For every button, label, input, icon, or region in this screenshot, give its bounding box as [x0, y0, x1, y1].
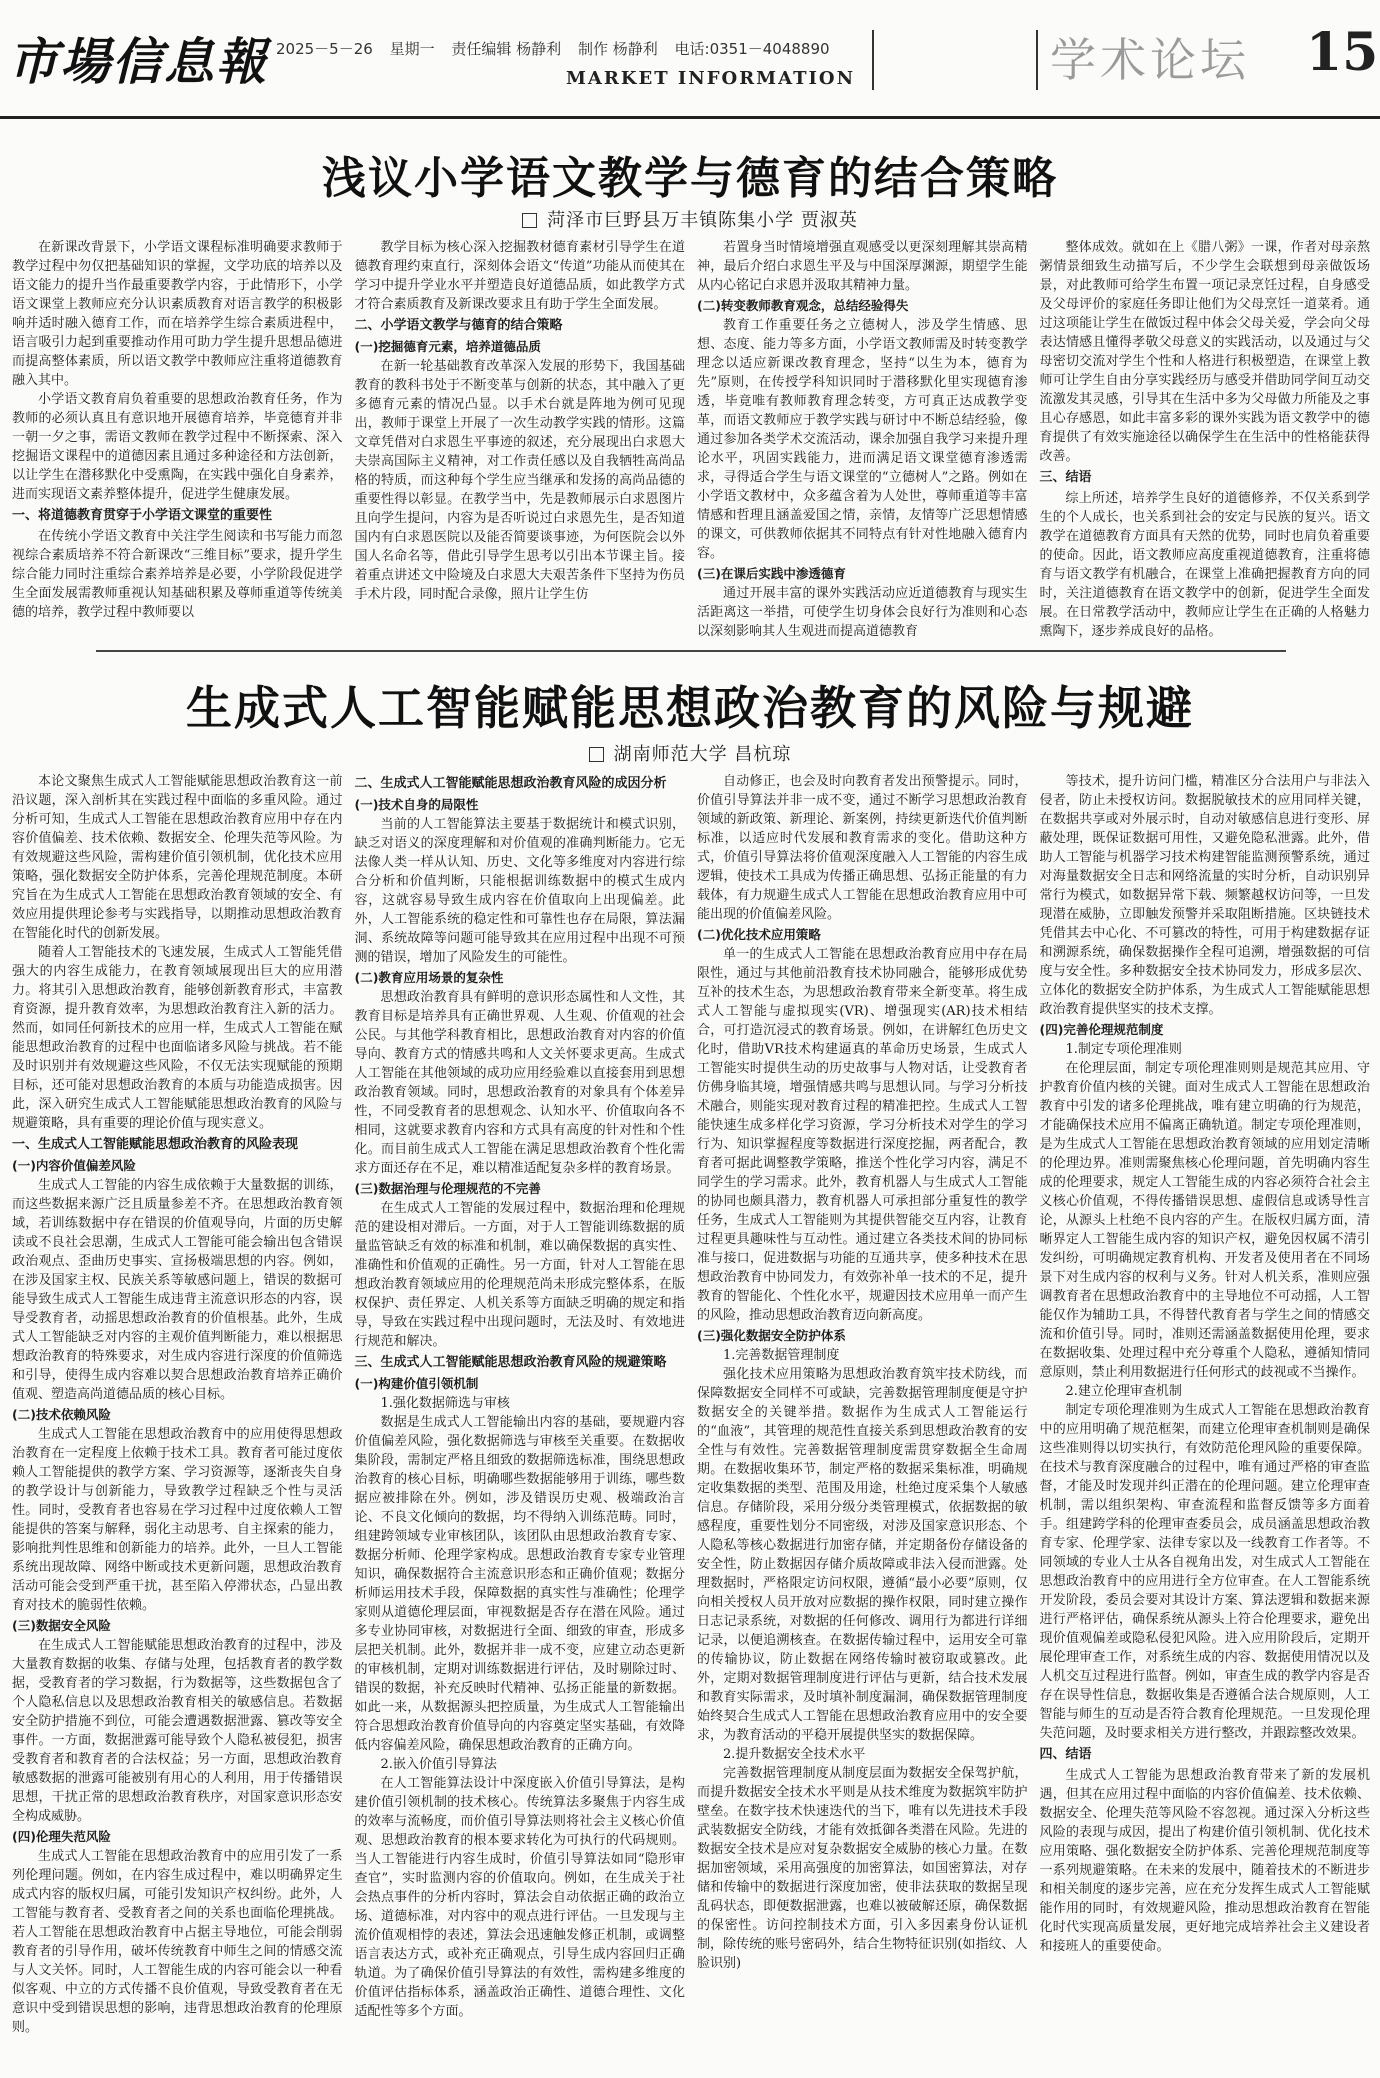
paragraph: 通过开展丰富的课外实践活动应近道德教育与现实生活距离这一举措，可使学生切身体会良好行为准则和心态以深刻影响其人生观进而提高道德教育	[697, 586, 1028, 639]
paragraph: 2.建立伦理审查机制	[1065, 1384, 1182, 1399]
issue-date: 2025－5－26	[276, 40, 373, 58]
paragraph: 当前的人工智能算法主要基于数据统计和模式识别，缺乏对语义的深度理解和对价值观的准确判断能力。它无法像人类一样从认知、历史、文化等多维度对内容进行综合分析和价值判断，只能根据训练数据中的模式生成内容，这就容易导致生成内容在价值取向上出现偏差。此外，人工智能系统的稳定性和可靠性也存在局限，算法漏洞、系统故障等问题可能导致其在应用过程中出现不可预测的错误，增加了风险发生的可能性。	[354, 817, 685, 965]
masthead	[0, 0, 1380, 120]
section-title: 学术论坛	[1050, 33, 1250, 87]
subsection-heading: (二)转变教师教育观念，总结经验得失	[697, 298, 909, 313]
subsection-heading: (二)优化技术应用策略	[697, 927, 821, 942]
article2-column	[691, 772, 1034, 2068]
paragraph: 在伦理层面，制定专项伦理准则则是规范其应用、守护教育价值内核的关键。面对生成式人工智能在思想政治教育中引发的诸多伦理挑战，唯有建立明确的行为规范，才能确保技术应用不偏离正确轨道。制定专项伦理准则，是为生成式人工智能在思想政治教育领域的应用划定清晰的伦理边界。准则需聚焦核心伦理问题，首先明确内容生成的伦理要求，规定人工智能生成的内容必须符合社会主义核心价值观，不得传播错误思想、虚假信息或诱导性言论，从源头上杜绝不良内容的产生。在版权归属方面，清晰界定人工智能生成内容的知识产权，避免因权属不清引发纠纷，可明确规定教育机构、开发者及使用者在不同场景下对生成内容的权利与义务。针对人机关系，准则应强调教育者在思想政治教育中的主导地位不可动摇，人工智能仅作为辅助工具，不得替代教育者与学生之间的情感交流和价值引导。同时，准则还需涵盖数据使用伦理，要求在数据收集、处理过程中充分尊重个人隐私，遵循知情同意原则，禁止利用数据进行任何形式的歧视或不当操作。	[1039, 1061, 1370, 1380]
paragraph: 数据是生成式人工智能输出内容的基础，要规避内容价值偏差风险，强化数据筛选与审核至关重要。在数据收集阶段，需制定严格且细致的数据筛选标准，围绕思想政治教育的核心目标，明确哪些数据能够用于训练，哪些数据应被排除在外。例如，涉及错误历史观、极端政治言论、不良文化倾向的数据，均不得纳入训练范畴。同时，组建跨领域专业审核团队，该团队由思想政治教育专家、数据分析师、伦理学家构成。思想政治教育专家专业管理知识，确保数据符合主流意识形态和正确价值观；数据分析师运用技术手段，保障数据的真实性与准确性；伦理学家则从道德伦理层面，审视数据是否存在潜在风险。通过多专业协同审核，对数据进行全面、细致的审查，形成多层把关机制。此外，数据并非一成不变，应建立动态更新的审核机制，定期对训练数据进行评估，及时剔除过时、错误的数据，补充反映时代精神、弘扬正能量的新数据。如此一来，从数据源头把控质量，为生成式人工智能输出符合思想政治教育价值导向的内容奠定坚实基础，有效降低内容偏差风险，确保思想政治教育的正确方向。	[354, 1415, 685, 1753]
section-heading: 三、结语	[1039, 470, 1092, 485]
subsection-heading: (一)挖掘德育元素，培养道德品质	[354, 339, 541, 354]
paragraph: 整体成效。就如在上《腊八粥》一课，作者对母亲熬粥情景细致生动描写后，不少学生会联想到母亲做饭场景，对此教师可给学生布置一项记录烹饪过程，自身感受及父母评价的家庭任务即让他们为父母烹饪一道菜肴。通过这项能让学生在做饭过程中体会父母关爱，学会向父母表达情感且懂得孝敬父母意义的实践活动，以及通过与父母密切交流对学生个性和人格进行积极塑造，在课堂上教师可让学生自由分享实践经历与感受并借助同学间互动交流激发其灵感，引导其在生活中多为父母做力所能及之事且心存感恩，如此丰富多彩的课外实践为语文教学中的德育提供了有效实施途径以确保学生在生活中的性格能获得改善。	[1039, 240, 1370, 464]
paragraph: 完善数据管理制度从制度层面为数据安全保驾护航，而提升数据安全技术水平则是从技术维度为数据筑牢防护壁垒。在数字技术快速迭代的当下，唯有以先进技术手段武装数据安全防线，才能有效抵御各类潜在风险。先进的数据安全技术是应对复杂数据安全威胁的核心力量。在数据加密领域，采用高强度的加密算法，如国密算法，对存储和传输中的数据进行深度加密，使非法获取的数据呈现乱码状态，即便数据泄露，也难以被破解还原，确保数据的保密性。访问控制技术方面，引入多因素身份认证机制，除传统的账号密码外，结合生物特征识别(如指纹、人脸识别)	[697, 1766, 1028, 1971]
paragraph: 教学目标为核心深入挖掘教材德育素材引导学生在道德教育理约束直行，深刻体会语文“传道”功能从而使其在学习中提升学业水平并塑造良好道德品质，如此教学方式才符合素质教育及新课改要求且有助于学生全面发展。	[354, 240, 685, 312]
subsection-heading: (三)数据治理与伦理规范的不完善	[354, 1181, 541, 1196]
article2-body	[6, 772, 1376, 2068]
article1-headline: 浅议小学语文教学与德育的结合策略	[322, 153, 1058, 204]
article2-column	[349, 772, 692, 2068]
paragraph: 教育工作重要任务之立德树人，涉及学生情感、思想、态度、能力等多方面，小学语文教师需及时转变教学理念以适应新课改教育理念，坚持“以生为本，德育为先”原则，在传授学科知识同时于潜移默化里实现德育渗透，毕竟唯有教师教育理念转变，方可真正达成教学变革，而语文教师应于教学实践与研讨中不断总结经验，像通过参加各类学术交流活动，课余加强自我学习来提升理论水平，巩固实践能力，进而满足语文课堂德育渗透需求，寻得适合学生与语文课堂的“立德树人”之路。例如在小学语文教材中，众多蕴含着为人处世，尊师重道等丰富情感和哲理且涵盖爱国之情，亲情，友情等广泛思想情感的课文，可供教师依据其不同特点有针对性地融入德育内容。	[697, 318, 1028, 561]
issue-phone: 电话:0351－4048890	[674, 40, 830, 58]
article1-column	[691, 238, 1034, 642]
subsection-heading: (三)在课后实践中渗透德育	[697, 566, 846, 581]
article1-column	[349, 238, 692, 642]
issue-editor: 责任编辑 杨静利	[451, 40, 562, 58]
masthead-divider	[1036, 30, 1038, 90]
paragraph: 生成式人工智能为思想政治教育带来了新的发展机遇，但其在应用过程中面临的内容价值偏差、技术依赖、数据安全、伦理失范等风险不容忽视。通过深入分析这些风险的表现与成因，提出了构建价值引领机制、优化技术应用策略、强化数据安全防护体系、完善伦理规范制度等一系列规避策略。在未来的发展中，随着技术的不断进步和相关制度的逐步完善，应在充分发挥生成式人工智能赋能作用的同时，有效规避风险，推动思想政治教育在智能化时代实现高质量发展，更好地完成培养社会主义建设者和接班人的重要使命。	[1039, 1768, 1370, 1954]
article2-author: 湖南师范大学 昌杭琼	[613, 744, 792, 765]
subsection-heading: (四)完善伦理规范制度	[1039, 1022, 1164, 1037]
paragraph: 1.制定专项伦理准则	[1065, 1042, 1182, 1057]
subsection-heading: (二)教育应用场景的复杂性	[354, 970, 504, 985]
subsection-heading: (四)伦理失范风险	[12, 1829, 111, 1844]
article2-byline	[0, 740, 1380, 766]
paragraph: 2.嵌入价值引导算法	[380, 1757, 497, 1772]
section-heading: 一、生成式人工智能赋能思想政治教育的风险表现	[12, 1137, 299, 1152]
paragraph: 强化技术应用策略为思想政治教育筑牢技术防线，而保障数据安全同样不可或缺，完善数据管理制度便是守护数据安全的关键举措。数据作为生成式人工智能运行的“血液”，其管理的规范性直接关系到思想政治教育的安全性与有效性。完善数据管理制度需贯穿数据全生命周期。在数据收集环节，制定严格的数据采集标准，明确规定收集数据的类型、范围及用途，杜绝过度采集个人敏感信息。存储阶段，采用分级分类管理模式，依据数据的敏感程度，重要性划分不同密级，对涉及国家意识形态、个人隐私等核心数据进行加密存储，并定期备份存储设备的安全性，防止数据因存储介质故障或非法入侵而泄露。处理数据时，严格限定访问权限，遵循“最小必要”原则，仅向相关授权人员开放对应数据的操作权限，同时建立操作日志记录系统，对数据的任何修改、调用行为都进行详细记录，以便追溯核查。在数据传输过程中，运用安全可靠的传输协议，防止数据在网络传输时被窃取或篡改。此外，定期对数据管理制度进行评估与更新，结合技术发展和教育实际需求，及时填补制度漏洞，确保数据管理制度始终契合生成式人工智能在思想政治教育应用中的安全要求，为教育活动的平稳开展提供坚实的数据保障。	[697, 1367, 1028, 1743]
paragraph: 在传统小学语文教育中关注学生阅读和书写能力而忽视综合素质培养不符合新课改“三维目标”要求，提升学生综合能力同时注重综合素养培养是必要，小学阶段促进学生全面发展需教师重视认知基础积累及尊师重道等传统美德的培养，教学过程中教师要以	[12, 529, 343, 620]
paragraph: 生成式人工智能在思想政治教育中的应用使得思想政治教育在一定程度上依赖于技术工具。教育者可能过度依赖人工智能提供的教学方案、学习资源等，逐渐丧失自身的教学设计与创新能力，导致教学过程缺乏个性与灵活性。同时，受教育者也容易在学习过程中过度依赖人工智能提供的答案与解释，弱化主动思考、自主探索的能力，影响批判性思维和创新能力的培养。此外，一旦人工智能系统出现故障、网络中断或技术更新问题，思想政治教育活动可能会受到严重干扰，甚至陷入停滞状态，凸显出教育对技术的脆弱性依赖。	[12, 1427, 343, 1613]
article1-column	[6, 238, 349, 642]
paragraph: 综上所述，培养学生良好的道德修养，不仅关系到学生的个人成长，也关系到社会的安定与民族的复兴。语文教学在道德教育方面具有天然的优势，同时也肩负着重要的使命。因此，语文教师应高度重视道德教育，注重将德育与语文教学有机融合，在课堂上准确把握教育方向的同时，关注道德教育在语文教学中的创新，促进学生全面发展。在日常教学活动中，教师应让学生在正确的人格魅力熏陶下，逐步养成良好的品格。	[1039, 491, 1370, 639]
issue-producer: 制作 杨静利	[577, 40, 658, 58]
subsection-heading: (三)强化数据安全防护体系	[697, 1328, 846, 1343]
paragraph: 小学语文教育肩负着重要的思想政治教育任务，作为教师的必须认真且有意识地开展德育培养，毕竟德育并非一朝一夕之事，需语文教师在教学过程中不断探索、深入挖掘语文课程中的道德因素且通过多种途径和方法创新，以让学生在潜移默化中受熏陶，在实践中强化自身素养，进而实现语文素养整体提升，促进学生健康发展。	[12, 392, 343, 502]
paragraph: 2.提升数据安全技术水平	[723, 1747, 866, 1762]
issue-meta	[276, 38, 842, 59]
paragraph: 在生成式人工智能赋能思想政治教育的过程中，涉及大量教育数据的收集、存储与处理，包括教育者的教学数据，受教育者的学习数据，行为数据等，这些数据包含了个人隐私信息以及思想政治教育相关的敏感信息。若数据安全防护措施不到位，可能会遭遇数据泄露、篡改等安全事件。一方面，数据泄露可能导致个人隐私被侵犯，损害受教育者和教育者的合法权益；另一方面，思想政治教育敏感数据的泄露可能被别有用心的人利用，用于传播错误思想，干扰正常的思想政治教育秩序，对国家意识形态安全构成威胁。	[12, 1638, 343, 1824]
paragraph: 在生成式人工智能的发展过程中，数据治理和伦理规范的建设相对滞后。一方面，对于人工智能训练数据的质量监管缺乏有效的标准和机制，难以确保数据的真实性、准确性和价值观的正确性。另一方面，针对人工智能在思想政治教育领域应用的伦理规范尚未形成完整体系，在版权保护、责任界定、人机关系等方面缺乏明确的规定和指导，导致在实践过程中出现问题时，无法及时、有效地进行规范和解决。	[354, 1201, 685, 1349]
masthead-divider	[872, 30, 874, 90]
paragraph: 生成式人工智能的内容生成依赖于大量数据的训练，而这些数据来源广泛且质量参差不齐。在思想政治教育领域，若训练数据中存在错误的价值观导向，片面的历史解读或不良社会思潮，生成式人工智能可能会输出包含错误政治观点、歪曲历史事实、宣扬极端思想的内容。例如，在涉及国家主权、民族关系等敏感问题上，错误的数据可能导致生成式人工智能生成违背主流意识形态的内容，误导受教育者，动摇思想政治教育的价值根基。此外，生成式人工智能缺乏对内容的主观价值判断能力，难以根据思想政治教育的特殊要求，对生成内容进行深度的价值筛选和引导，使得生成内容难以契合思想政治教育培养正确价值观、塑造高尚道德品质的核心目标。	[12, 1178, 343, 1402]
subsection-heading: (一)内容价值偏差风险	[12, 1158, 136, 1173]
page-number: 15	[1306, 22, 1379, 83]
subsection-heading: (一)技术自身的局限性	[354, 797, 479, 812]
byline-box-icon	[589, 747, 604, 762]
byline-box-icon	[522, 213, 537, 228]
article2-column	[6, 772, 349, 2068]
paragraph: 等技术，提升访问门槛，精准区分合法用户与非法入侵者，防止未授权访问。数据脱敏技术的应用同样关键，在数据共享或对外展示时，自动对敏感信息进行变形、屏蔽处理，既保证数据可用性，又避免隐私泄露。此外，借助人工智能与机器学习技术构建智能监测预警系统，通过对海量数据安全日志和网络流量的实时分析，自动识别异常行为模式，如数据异常下载、频繁越权访问等，一旦发现潜在威胁，立即触发预警并采取阻断措施。区块链技术凭借其去中心化、不可篡改的特性，可用于构建数据存证和溯源系统，确保数据操作全程可追溯，增强数据的可信度与安全性。多种数据安全技术协同发力，形成多层次、立体化的数据安全防护体系，为生成式人工智能赋能思想政治教育提供坚实的技术支撑。	[1039, 774, 1370, 1017]
paragraph: 本论文聚焦生成式人工智能赋能思想政治教育这一前沿议题，深入剖析其在实践过程中面临的多重风险。通过分析可知，生成式人工智能在思想政治教育应用中存在内容价值偏差、技术依赖、数据安全、伦理失范等风险。为有效规避这些风险，需构建价值引领机制，优化技术应用策略，强化数据安全防护体系，完善伦理规范制度。本研究旨在为生成式人工智能在思想政治教育领域的安全、有效应用提供理论参考与实践指导，以期推动思想政治教育在智能化时代的创新发展。	[12, 774, 343, 941]
newspaper-english-name: MARKET INFORMATION	[566, 68, 856, 89]
masthead-rule	[0, 116, 1380, 119]
section-heading: 二、生成式人工智能赋能思想政治教育风险的成因分析	[354, 776, 667, 791]
article-divider	[96, 650, 1286, 652]
subsection-heading: (三)数据安全风险	[12, 1618, 111, 1633]
paragraph: 自动修正，也会及时向教育者发出预警提示。同时，价值引导算法并非一成不变，通过不断学习思想政治教育领域的新政策、新理论、新案例，持续更新迭代价值判断标准，以适应时代发展和教育需求的变化。借助这种方式，价值引导算法将价值观深度融入人工智能的内容生成逻辑，使技术工具成为传播正确思想、弘扬正能量的有力载体，有力规避生成式人工智能在思想政治教育应用中可能出现的价值偏差风险。	[697, 774, 1028, 922]
paragraph: 随着人工智能技术的飞速发展，生成式人工智能凭借强大的内容生成能力，在教育领域展现出巨大的应用潜力。将其引入思想政治教育，能够创新教育形式，丰富教育资源，提升教育效率，为思想政治教育注入新的活力。然而，如同任何新技术的应用一样，生成式人工智能在赋能思想政治教育的过程中也面临诸多风险与挑战。若不能及时识别并有效规避这些风险，不仅无法实现赋能的预期目标，还可能对思想政治教育的本质与功能造成损害。因此，深入研究生成式人工智能赋能思想政治教育的风险与规避策略，具有重要的理论价值与现实意义。	[12, 945, 343, 1131]
paragraph: 思想政治教育具有鲜明的意识形态属性和人文性，其教育目标是培养具有正确世界观、人生观、价值观的社会公民。与其他学科教育相比，思想政治教育对内容的价值导向、教育方式的情感共鸣和人文关怀要求更高。生成式人工智能在其他领域的成功应用经验难以直接套用到思想政治教育领域。同时，思想政治教育的对象具有个体差异性，不同受教育者的思想观念、认知水平、价值取向各不相同，这就要求教育内容和方式具有高度的针对性和个性化。而目前生成式人工智能在满足思想政治教育个性化需求方面还存在不足，难以精准适配复杂多样的教育场景。	[354, 990, 685, 1176]
paragraph: 生成式人工智能在思想政治教育中的应用引发了一系列伦理问题。例如，在内容生成过程中，难以明确界定生成式内容的版权归属，可能引发知识产权纠纷。此外，人工智能与教育者、受教育者之间的关系也面临伦理挑战。若人工智能在思想政治教育中占据主导地位，可能会削弱教育者的引导作用，破坏传统教育中师生之间的情感交流与人文关怀。同时，人工智能生成的内容可能会以一种看似客观、中立的方式传播不良价值观，导致受教育者在无意识中受到错误思想的影响，违背思想政治教育的伦理原则。	[12, 1849, 343, 2035]
article1-byline	[0, 206, 1380, 232]
article2-headline: 生成式人工智能赋能思想政治教育的风险与规避	[186, 681, 1194, 735]
newspaper-logo: 市場信息報	[8, 32, 268, 91]
article1-column	[1034, 238, 1377, 642]
paragraph: 在人工智能算法设计中深度嵌入价值引导算法，是构建价值引领机制的技术核心。传统算法多聚焦于内容生成的效率与流畅度，而价值引导算法则将社会主义核心价值观、思想政治教育的根本要求转化为可执行的代码规则。当人工智能进行内容生成时，价值引导算法如同“隐形审查官”，实时监测内容的价值取向。例如，在生成关于社会热点事件的分析内容时，算法会自动依据正确的政治立场、道德标准，对内容中的观点进行评估。一旦发现与主流价值观相悖的表述，算法会迅速触发修正机制，或调整语言表达方式，或补充正确观点，引导生成内容回归正确轨道。为了确保价值引导算法的有效性，需构建多维度的价值评估指标体系，涵盖政治正确性、道德合理性、文化适配性等多个方面。	[354, 1776, 685, 2019]
article1-author: 菏泽市巨野县万丰镇陈集小学 贾淑英	[547, 210, 858, 231]
subsection-heading: (二)技术依赖风险	[12, 1407, 111, 1422]
paragraph: 1.强化数据筛选与审核	[380, 1396, 510, 1411]
section-heading: 四、结语	[1039, 1747, 1092, 1762]
paragraph: 若置身当时情境增强直观感受以更深刻理解其崇高精神，最后介绍白求恩生平及与中国深厚渊源，期望学生能从内心铭记白求恩并汲取其精神力量。	[697, 240, 1028, 293]
article2-column	[1034, 772, 1377, 2068]
section-heading: 二、小学语文教学与德育的结合策略	[354, 318, 563, 333]
subsection-heading: (一)构建价值引领机制	[354, 1376, 479, 1391]
section-heading: 三、生成式人工智能赋能思想政治教育风险的规避策略	[354, 1355, 667, 1370]
issue-weekday: 星期一	[389, 40, 435, 58]
paragraph: 1.完善数据管理制度	[723, 1348, 840, 1363]
paragraph: 单一的生成式人工智能在思想政治教育应用中存在局限性，通过与其他前沿教育技术协同融合，能够形成优势互补的技术生态，为思想政治教育带来全新变革。将生成式人工智能与虚拟现实(VR)、增强现实(AR)技术相结合，可打造沉浸式的教育场景。例如，在讲解红色历史文化时，借助VR技术构建逼真的革命历史场景，生成式人工智能实时提供生动的历史故事与人物对话，让受教育者仿佛身临其境，增强情感共鸣与思想认同。与学习分析技术融合，则能实现对教育过程的精准把控。生成式人工智能快速生成多样化学习资源，学习分析技术对学生的学习行为、知识掌握程度等数据进行深度挖掘，两者配合，教育者可据此调整教学策略，推送个性化学习内容，满足不同学生的学习需求。此外，教育机器人与生成式人工智能的协同也颇具潜力，教育机器人可承担部分重复性的教学任务，生成式人工智能则为其提供智能交互内容，让教育过程更具趣味性与互动性。通过建立各类技术间的协同标准与接口，促进数据与功能的互通共享，使多种技术在思想政治教育中协同发力，有效弥补单一技术的不足，提升教育的智能化、个性化水平，规避因技术应用单一而产生的风险，推动思想政治教育迈向新高度。	[697, 947, 1028, 1323]
section-heading: 一、将道德教育贯穿于小学语文课堂的重要性	[12, 508, 273, 523]
paragraph: 在新课改背景下，小学语文课程标准明确要求教师于教学过程中勿仅把基础知识的掌握，文学功底的培养以及语文能力的提升当作最重要教学内容，于此情形下，小学语文课堂上教师应充分认识素质教育对语言教学的积极影响并适时融入德育工作，而在培养学生综合素质进程中，语言吸引力起到重要推动作用可助力学生提升思想品德进而提高整体素质，所以语文教学中教师应注重将道德教育融入其中。	[12, 240, 343, 388]
paragraph: 制定专项伦理准则为生成式人工智能在思想政治教育中的应用明确了规范框架，而建立伦理审查机制则是确保这些准则得以切实执行，有效防范伦理风险的重要保障。在技术与教育深度融合的过程中，唯有通过严格的审查监督，才能及时发现并纠正潜在的伦理问题。建立伦理审查机制，需以组织架构、审查流程和监督反馈等多方面着手。组建跨学科的伦理审查委员会，成员涵盖思想政治教育专家、伦理学家、法律专家以及一线教育工作者等。不同领域的专业人士从各自视角出发，对生成式人工智能在思想政治教育中的应用进行全方位审查。在人工智能系统开发阶段，委员会要对其设计方案、算法逻辑和数据来源进行严格评估，确保系统从源头上符合伦理要求，避免出现价值观偏差或隐私侵犯风险。进入应用阶段后，定期开展伦理审查工作，对系统生成的内容、数据使用情况以及人机交互过程进行监督。例如，审查生成的教学内容是否存在误导性信息，数据收集是否遵循合法合规原则，人工智能与师生的互动是否符合教育伦理规范。一旦发现伦理失范问题，及时要求相关方进行整改，并跟踪整改效果。	[1039, 1403, 1370, 1741]
article1-body	[6, 238, 1376, 642]
paragraph: 在新一轮基础教育改革深入发展的形势下，我国基础教育的教科书处于不断变革与创新的状态，其中融入了更多德育元素的情况凸显。以手术台就是阵地为例可见现出，教师于课堂上开展了一次生动教学实践的情形。这篇文章凭借对白求恩生平事迹的叙述，充分展现出白求恩大夫崇高国际主义精神，对工作责任感以及自我牺牲高尚品格的特质，而这种每个学生应当继承和发扬的高尚品德的重要性得以彰显。在教学当中，先是教师展示白求恩图片且向学生提问，内容为是否听说过白求恩先生，是否知道国内有白求恩医院以及能否简要谈事迹，为何医院会以外国人名命名等，借此引导学生思考以引出本节课主旨。接着重点讲述文中险境及白求恩大夫艰苦条件下坚持为伤员手术片段，同时配合录像，照片让学生仿	[354, 359, 685, 602]
